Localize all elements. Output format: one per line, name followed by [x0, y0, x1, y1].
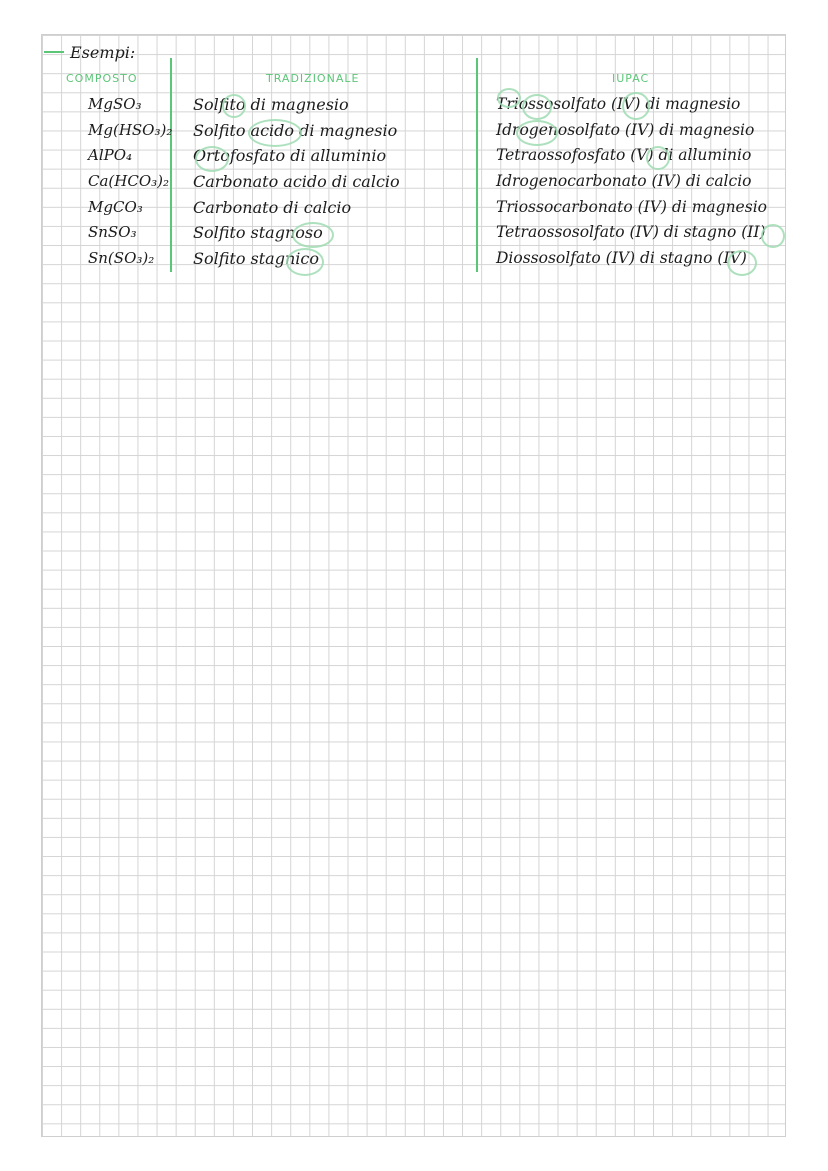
- highlight-circle: [727, 250, 757, 276]
- highlight-circle: [522, 94, 552, 120]
- highlight-circle: [248, 119, 302, 147]
- tradizionale-cell: Solfito acido di magnesio: [193, 120, 398, 140]
- composto-cell: MgCO₃: [88, 197, 143, 216]
- highlight-circle: [646, 146, 670, 170]
- composto-cell: Ca(HCO₃)₂: [88, 172, 170, 191]
- iupac-cell: Diossosolfato (IV) di stagno (IV): [496, 249, 747, 268]
- column-header-composto: COMPOSTO: [66, 72, 138, 85]
- tradizionale-cell: Carbonato di calcio: [193, 197, 352, 217]
- highlight-circle: [497, 88, 521, 108]
- column-header-iupac: IUPAC: [612, 72, 650, 85]
- column-header-tradizionale: TRADIZIONALE: [266, 72, 360, 85]
- tradizionale-cell: Ortofosfato di alluminio: [193, 146, 387, 166]
- highlight-circle: [622, 92, 650, 120]
- composto-cell: Mg(HSO₃)₂: [88, 120, 173, 139]
- composto-column: [88, 92, 172, 272]
- iupac-cell: Tetraossosolfato (IV) di stagno (II): [496, 223, 766, 242]
- iupac-cell: Tetraossofosfato (V) di alluminio: [496, 146, 752, 165]
- iupac-cell: Triossosolfato (IV) di magnesio: [496, 95, 741, 113]
- tradizionale-cell: Solfito stagnoso: [193, 223, 323, 243]
- highlight-circle: [516, 120, 558, 146]
- highlight-circle: [222, 94, 246, 118]
- highlight-circle: [286, 248, 324, 276]
- composto-cell: MgSO₃: [88, 95, 142, 113]
- heading-dash: [44, 51, 64, 53]
- iupac-cell: Idrogenocarbonato (IV) di calcio: [496, 172, 752, 191]
- tradizionale-cell: Carbonato acido di calcio: [193, 172, 400, 192]
- highlight-circle: [195, 146, 229, 172]
- highlight-circle: [292, 222, 334, 248]
- highlight-circle: [761, 224, 785, 248]
- column-divider-2: [476, 58, 478, 272]
- tradizionale-cell: Solfito stagnico: [193, 249, 319, 269]
- iupac-cell: Idrogenosolfato (IV) di magnesio: [496, 120, 755, 139]
- composto-cell: AlPO₄: [88, 146, 133, 165]
- tradizionale-column: [193, 92, 400, 272]
- examples-heading-text: Esempi:: [70, 42, 136, 62]
- composto-cell: Sn(SO₃)₂: [88, 249, 155, 268]
- tradizionale-cell: Solfito di magnesio: [193, 95, 349, 114]
- composto-cell: SnSO₃: [88, 223, 137, 242]
- iupac-cell: Triossocarbonato (IV) di magnesio: [496, 197, 767, 216]
- examples-heading: [44, 40, 135, 64]
